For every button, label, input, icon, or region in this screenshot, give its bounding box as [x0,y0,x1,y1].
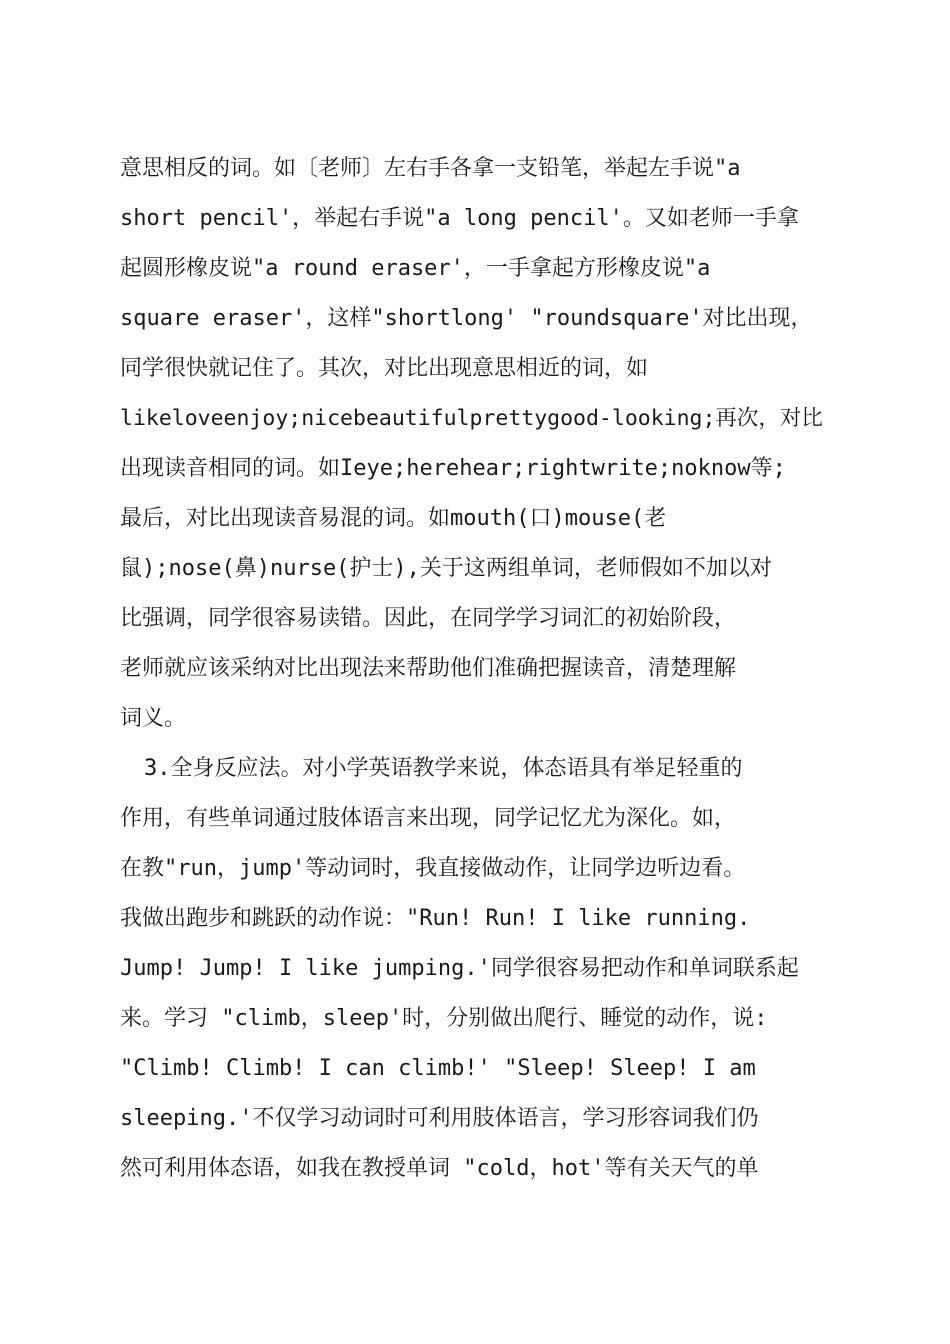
section-heading-line: 3.全身反应法。对小学英语教学来说，体态语具有举足轻重的 [144,756,743,781]
text-line: 老师就应该采纳对比出现法来帮助他们准确把握读音，清楚理解 [120,656,737,681]
text-line: square eraser'，这样"shortlong' "roundsquare'对比出现， [120,306,813,331]
text-line: 最后，对比出现读音易混的词。如mouth(口)mouse(老 [120,506,667,531]
text-line: 鼠);nose(鼻)nurse(护士),关于这两组单词，老师假如不加以对 [120,556,772,581]
text-line: 我做出跑步和跳跃的动作说："Run! Run! I like running. [120,906,751,931]
text-line: short pencil'，举起右手说"a long pencil'。又如老师一手拿 [120,206,799,231]
text-line: 作用，有些单词通过肢体语言来出现，同学记忆尤为深化。如， [120,806,737,831]
text-line: 词义。 [120,706,187,731]
body-text [120,144,835,1194]
text-line: likeloveenjoy;nicebeautifulprettygood-looking;再次，对比 [120,406,823,431]
text-line: 同学很快就记住了。其次，对比出现意思相近的词，如 [120,356,649,381]
text-line: sleeping.'不仅学习动词时可利用肢体语言，学习形容词我们仍 [120,1106,759,1131]
text-line: 出现读音相同的词。如Ieye;herehear;rightwrite;noknow等; [120,456,786,481]
text-line: "Climb! Climb! I can climb!' "Sleep! Sleep! I am [120,1056,756,1081]
text-line: 比强调，同学很容易读错。因此，在同学学习词汇的初始阶段， [120,606,737,631]
text-line: 来。学习 "climb，sleep'时，分别做出爬行、睡觉的动作，说: [120,1006,768,1031]
text-line: Jump! Jump! I like jumping.'同学很容易把动作和单词联系起 [120,956,799,981]
text-line: 意思相反的词。如〔老师〕左右手各拿一支铅笔，举起左手说"a [120,156,741,181]
text-line: 然可利用体态语，如我在教授单词 "cold，hot'等有关天气的单 [120,1156,759,1181]
text-line: 起圆形橡皮说"a round eraser'，一手拿起方形橡皮说"a [120,256,711,281]
text-line: 在教"run，jump'等动词时，我直接做动作，让同学边听边看。 [120,856,746,881]
